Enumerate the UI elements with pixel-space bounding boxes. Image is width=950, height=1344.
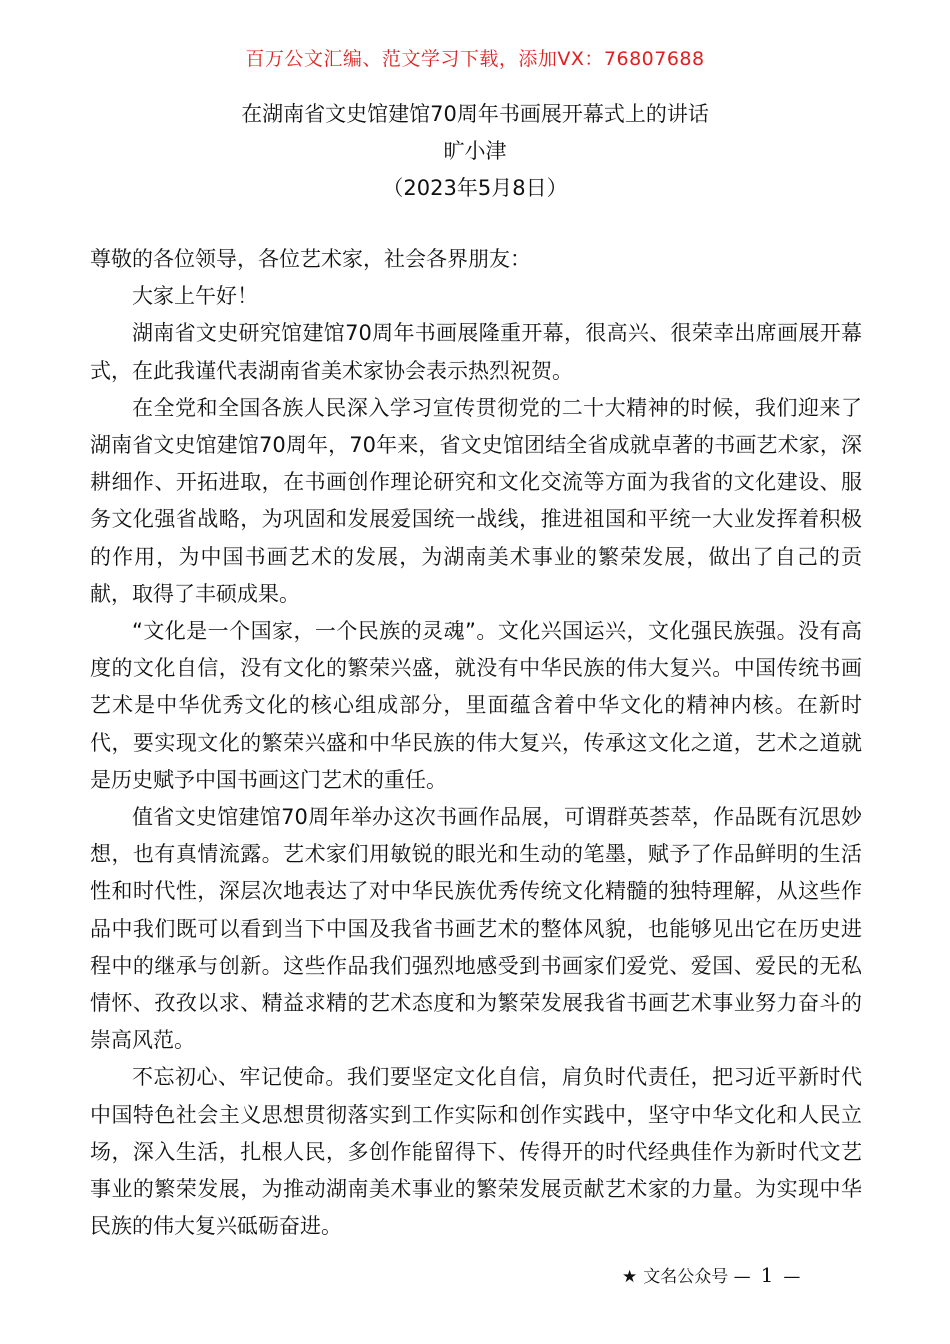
paragraph: 大家上午好！ xyxy=(132,284,258,309)
page-footer xyxy=(622,1262,800,1287)
page-number: 1 xyxy=(760,1263,774,1287)
paragraph: 值省文史馆建馆70周年举办这次书画作品展，可谓群英荟萃，作品既有沉思妙想，也有真情流露。艺术家们用敏锐的眼光和生动的笔墨，赋予了作品鲜明的生活性和时代性，深层次地表达了对中华民族优秀传统文化精髓的独特理解，从这些作品中我们既可以看到当下中国及我省书画艺术的整体风貌，也能够见出它在历史进程中的继承与创新。这些作品我们强烈地感受到书画家们爱党、爱国、爱民的无私情怀、孜孜以求、精益求精的艺术态度和为繁荣发展我省书画艺术事业努力奋斗的崇高风范。 xyxy=(90,805,862,1053)
document-title: 在湖南省文史馆建馆70周年书画展开幕式上的讲话 xyxy=(241,102,709,126)
footer-dash-right: — xyxy=(783,1267,801,1287)
paragraph: 在全党和全国各族人民深入学习宣传贯彻党的二十大精神的时候，我们迎来了湖南省文史馆建馆70周年，70年来，省文史馆团结全省成就卓著的书画艺术家，深耕细作、开拓进取，在书画创作理论研究和文化交流等方面为我省的文化建设、服务文化强省战略，为巩固和发展爱国统一战线，推进祖国和平统一大业发挥着积极的作用，为中国书画艺术的发展，为湖南美术事业的繁荣发展，做出了自己的贡献，取得了丰硕成果。 xyxy=(90,395,862,606)
document-body xyxy=(90,241,862,1245)
footer-source: 文名公众号 xyxy=(643,1267,729,1287)
document-author: 旷小津 xyxy=(443,139,507,163)
star-icon: ★ xyxy=(622,1267,638,1287)
document-heading xyxy=(0,96,950,207)
paragraph: “文化是一个国家，一个民族的灵魂”。文化兴国运兴，文化强民族强。没有高度的文化自信，没有文化的繁荣兴盛，就没有中华民族的伟大复兴。中国传统书画艺术是中华优秀文化的核心组成部分，里面蕴含着中华文化的精神内核。在新时代，要实现文化的繁荣兴盛和中华民族的伟大复兴，传承这文化之道，艺术之道就是历史赋予中国书画这门艺术的重任。 xyxy=(90,619,862,792)
paragraph: 湖南省文史研究馆建馆70周年书画展隆重开幕，很高兴、很荣幸出席画展开幕式，在此我谨代表湖南省美术家协会表示热烈祝贺。 xyxy=(90,321,862,383)
salutation: 尊敬的各位领导，各位艺术家，社会各界朋友： xyxy=(90,247,531,271)
document-date: （2023年5月8日） xyxy=(382,176,568,200)
footer-dash-left: — xyxy=(733,1267,751,1287)
promo-banner: 百万公文汇编、范文学习下载，添加VX：76807688 xyxy=(245,48,705,70)
paragraph: 不忘初心、牢记使命。我们要坚定文化自信，肩负时代责任，把习近平新时代中国特色社会主义思想贯彻落实到工作实际和创作实践中，坚守中华文化和人民立场，深入生活，扎根人民，多创作能留得下、传得开的时代经典佳作为新时代文艺事业的繁荣发展，为推动湖南美术事业的繁荣发展贡献艺术家的力量。为实现中华民族的伟大复兴砥砺奋进。 xyxy=(90,1065,862,1239)
